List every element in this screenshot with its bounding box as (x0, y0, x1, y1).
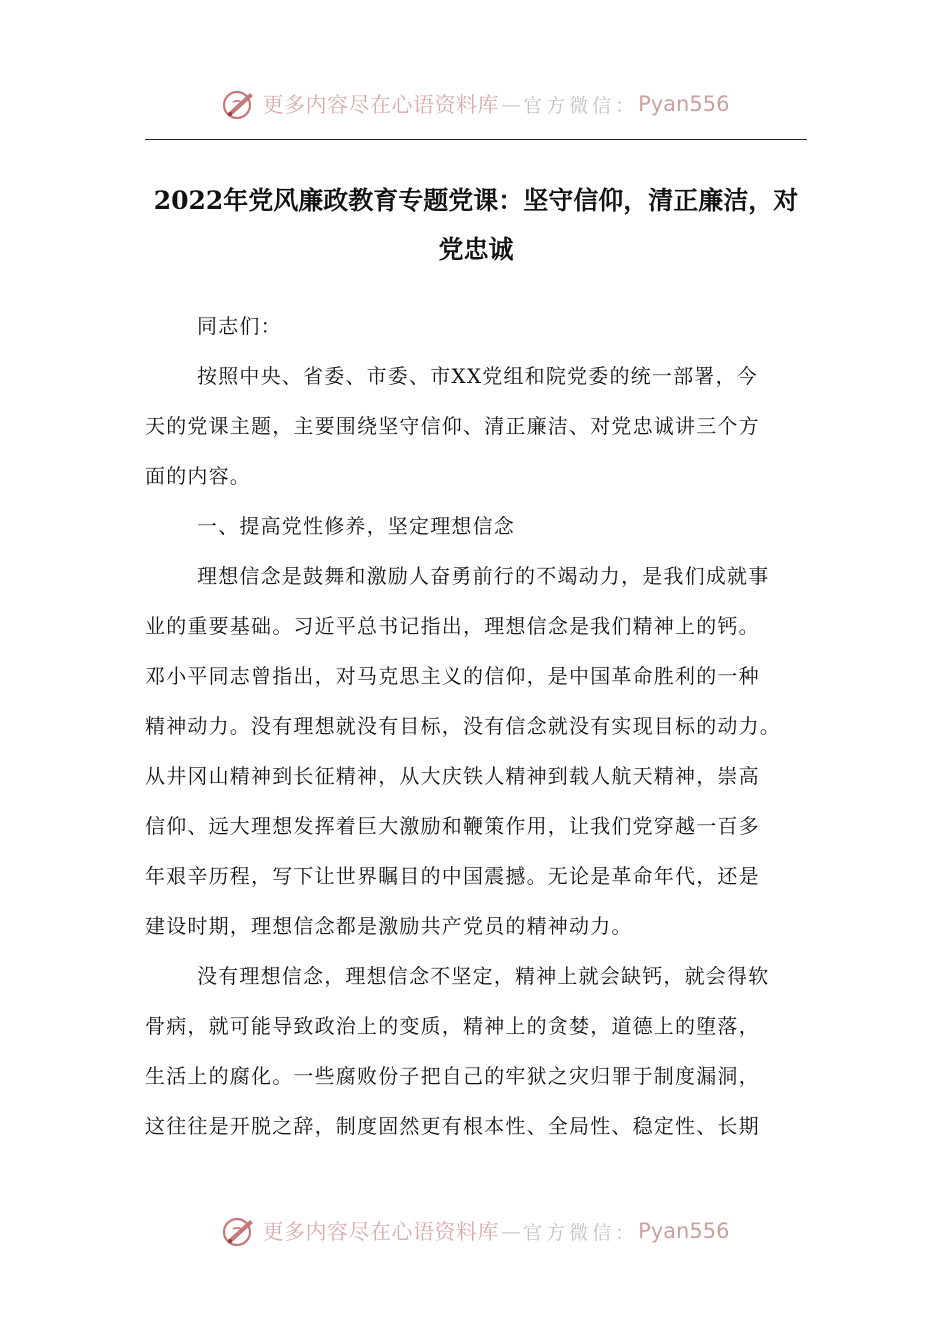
text-line: 年艰辛历程，写下让世界瞩目的中国震撼。无论是革命年代，还是 (145, 864, 760, 888)
header-banner (0, 84, 950, 124)
header-rule (145, 139, 807, 140)
text-line: 同志们： (197, 314, 282, 338)
paragraph-salutation (145, 301, 807, 351)
banner-wechat-id: Pyan556 (638, 1219, 730, 1243)
paragraph-without-ideals (145, 951, 807, 1151)
text-line: 没有理想信念，理想信念不坚定，精神上就会缺钙，就会得软 (197, 964, 770, 988)
banner-wechat-id: Pyan556 (638, 92, 730, 116)
section-heading (145, 501, 807, 551)
text-line: 建设时期，理想信念都是激励共产党员的精神动力。 (145, 914, 633, 938)
text-line: 业的重要基础。习近平总书记指出，理想信念是我们精神上的钙。 (145, 614, 760, 638)
text-line: 邓小平同志曾指出，对马克思主义的信仰，是中国革命胜利的一种 (145, 664, 760, 688)
text-line: 生活上的腐化。一些腐败份子把自己的牢狱之灾归罪于制度漏洞， (145, 1064, 760, 1088)
text-line: 理想信念是鼓舞和激励人奋勇前行的不竭动力，是我们成就事 (197, 564, 770, 588)
paragraph-intro (145, 351, 807, 501)
text-line: 一、提高党性修养，坚定理想信念 (197, 514, 515, 538)
text-line: 天的党课主题，主要围绕坚守信仰、清正廉洁、对党忠诚讲三个方 (145, 414, 760, 438)
footer-banner (0, 1211, 950, 1251)
pen-logo-icon (221, 86, 257, 122)
banner-main-text: 更多内容尽在心语资料库 (262, 93, 500, 117)
document-title (145, 176, 807, 274)
text-line: 面的内容。 (145, 464, 251, 488)
text-line: 这往往是开脱之辞，制度固然更有根本性、全局性、稳定性、长期 (145, 1114, 760, 1138)
banner-main-text: 更多内容尽在心语资料库 (262, 1220, 500, 1244)
text-line: 从井冈山精神到长征精神，从大庆铁人精神到载人航天精神，崇高 (145, 764, 760, 788)
pen-logo-icon (221, 1213, 257, 1249)
banner-dash: — (501, 1219, 522, 1243)
banner-label: 官方微信： (523, 1221, 639, 1244)
paragraph-ideals (145, 551, 807, 951)
text-line: 信仰、远大理想发挥着巨大激励和鞭策作用，让我们党穿越一百多 (145, 814, 760, 838)
banner-label: 官方微信： (523, 94, 639, 117)
text-line: 骨病，就可能导致政治上的变质，精神上的贪婪，道德上的堕落， (145, 1014, 760, 1038)
document-body (145, 301, 807, 1151)
title-line: 党忠诚 (438, 235, 514, 264)
text-line: 按照中央、省委、市委、市XX党组和院党委的统一部署，今 (197, 364, 758, 388)
title-line: 2022年党风廉政教育专题党课：坚守信仰，清正廉洁，对 (153, 186, 799, 215)
text-line: 精神动力。没有理想就没有目标，没有信念就没有实现目标的动力。 (145, 714, 781, 738)
banner-dash: — (501, 92, 522, 116)
